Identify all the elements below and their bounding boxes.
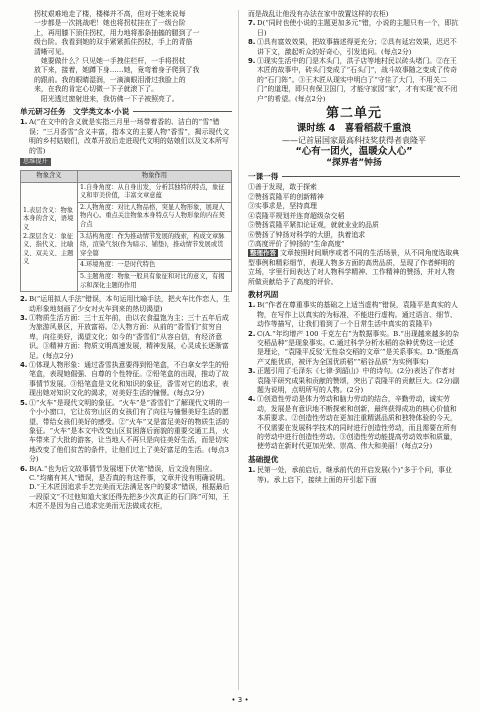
poem-line: 的跟前。我的眼睛湿润，一滴滴眼泪滑过我脸上的 — [34, 75, 186, 84]
section-heading — [20, 107, 232, 116]
answer-text: B(“运用拟人手法”错误，本句运用比喻手法，把火车比作恋人，生动形象地刻画了少女对火车到来的热切渴望) — [29, 295, 230, 313]
answer-text: ①“火车”是现代文明的象征。“火车”是“香雪们”了解现代文明的一个小小窗口，它让贫穷山区的女孩们有了向往与憧憬美好生活的愿望，带给女孩们美好的感受。②“火车”又是富足美好的物质生活的象征。“火车”是本文中改变山区贫困落后面貌的重要交通工具，火车带来了大批的游客，让当地人不再只是向往美好生活，而是切实地改变了他们贫苦的条件，让他们过上了美好富足的生活。(每点3分) — [29, 398, 230, 464]
answer-r3 — [248, 367, 460, 395]
section-heading — [248, 172, 460, 181]
answer-number: 1. — [248, 301, 256, 310]
answer-text: B(A.“也为后文故事情节发展埋下伏笔”错误，后文没有照应。C.“均痛有其人”错误，是否真的有这件事，文章并没有明确说明。D.“王木匠因追求手艺完美而无法满足客户的要求”错误，根据最后一段原文“不过他知道大家还得先把多少次真正的石门阵”可知，王木匠不是因为自己追求完美而无法做成衣柜， — [29, 464, 230, 511]
list-item: ③实事求是，坚持真理 — [248, 202, 317, 211]
answer-r5 — [248, 466, 460, 485]
section-title: 一课一得 — [248, 172, 279, 182]
left-column — [20, 10, 232, 512]
object-meaning-table — [20, 170, 232, 292]
answer-3 — [20, 314, 232, 361]
poem-line: 来，在我的肯定心切微一下子就滚下了。 — [34, 85, 159, 94]
answer-6 — [20, 465, 232, 512]
answer-number: 2. — [20, 295, 28, 304]
table-cell: 3.结构角度：作为推动情节发展的线索，构成文章脉络，渲染气氛(作为暗示、铺垫)，推动情节发展或贯穿全篇 — [78, 231, 232, 260]
poem-line: 清晰可见。 — [34, 47, 69, 56]
list-item: ⑦高度评价了钟扬的“生命高度” — [248, 239, 345, 248]
answer-4 — [20, 361, 232, 399]
table-cell: 5.主题角度：物象一般具有象征和对比的意义，有揭示和深化主题的作用 — [78, 272, 232, 292]
answer-text: ①具有富效效果，把故事描述得更充分；②具有延宕效果，迟迟不讲下文，激起听众的好奇心，引发追问。(每点2分) — [257, 38, 457, 56]
answer-number: 3. — [248, 367, 256, 376]
answer-text: C(A.“年均增产 100 千克左右”为数据事实。B.“出现越来越多的杂交稻品种”是现象事实。C.通过科学分析水稻的杂种优势这一论述是理论，“袁隆平反驳‘无性杂交稻的文章’”是关系事实。D.“既能高产又能优质，被评为全国优质稻”“稻谷品质”为实例事实) — [257, 329, 460, 366]
poem-line: 拐杖艰难地走了楼，楼梯并不高，但对于她来说每 — [34, 10, 186, 18]
answer-r1 — [248, 301, 460, 329]
answer-8 — [248, 38, 460, 57]
answer-r2 — [248, 330, 460, 368]
lesson-subtitle: ——记首届国家最高科技奖获得者袁隆平 — [282, 136, 426, 146]
answer-number: 8. — [248, 38, 256, 47]
answer-number: 7. — [248, 19, 256, 28]
page-number: • 3 • — [231, 696, 249, 704]
list-item: ②赞扬袁隆平的创新精神 — [248, 192, 324, 201]
summary-text: 文章按照时间顺序或者不同的生活场景，从不同角度选取典型事例和精彩细节，表现人物多方面的高贵品质，呈现了作者鲜明的立场，字里行间表达了对人物科学精神、工作精神的赞扬，并对人物所做贡献给予了高度的评价。 — [248, 249, 460, 286]
answer-text: ①物质生活方面：三十五年前，由以衣食温饱为主；三十五年后成为旅游风景区，开放富裕。②人物方面：从前的“香雪们”贫穷自卑，向往美好，渴望文化；如今的“香雪们”从容自信，有经济意识。③精神方面：物质文明高速发展，精神发展，心灵成长逐渐富足。(每点2分) — [29, 314, 229, 360]
answer-9 — [248, 57, 460, 104]
headline-1: “心有一团火，温暖众人心” — [295, 146, 413, 158]
table-header: 物象含义 — [21, 171, 78, 183]
section-title: 单元研习任务 文学类文本·小说 — [20, 107, 130, 117]
answer-1 — [20, 118, 232, 156]
table-header-row — [21, 171, 232, 183]
answer-r4 — [248, 395, 460, 451]
list-item: ④袁隆平规划并连育超级杂交稻 — [248, 211, 345, 220]
summary-tag: 整理作答 — [250, 249, 276, 258]
answer-text: ①现实生活中的门是木头门，洪子店等地村民以砖头堵门。②在王木匠的故事中，砖头门变成了“石头门”，战斗故事随之变成了传奇的“石门阵”。③王木匠从现实中明白了“守住了大门，不用关二门”的道理，即只有保卫国门，才能守家园“家”，才有实现“夜不闭户”的希望。(每点2分) — [257, 57, 458, 103]
poem-excerpt — [20, 10, 232, 104]
continued-text: 而是战乱让他没有办法在家中放置这样的衣柜) — [248, 10, 389, 18]
answer-number: 4. — [20, 361, 28, 370]
answer-text: 民第一处，承前启后，继承前代的开启发展(个)“多于个问，事业等)。承上启下，接续上面的开引起下面 — [257, 466, 452, 484]
answer-text: B(“作者在尊重事实的基础之上适当虚构”错误，袁隆平是真实的人物，在写作上以真实的为标准，不能进行虚构。通过语言、细节、动作等描写，让我们看到了一个日常生活中真实的袁隆平) — [257, 301, 458, 329]
answer-text: ①体现人物形象：通过香雪执意要得到铅笔盒，不白拿女学生的铅笔盒，表现她倔强、自尊的个性特征。②铅笔盒的出现，推动了故事情节发展。③铅笔盒是文化和知识的象征，香雪对它的追求，表现出她对知识文化的渴求，对美好生活的憧憬。(每点2分) — [29, 361, 229, 398]
section-rule — [133, 111, 232, 112]
table-cell: 4.环境角度：一是时代特色 — [78, 260, 232, 272]
table-cell-left: 1.表层含义：物象本身的含义，语境义 2.深层含义：象征义、指代义、比喻义、双关义、主题义 — [21, 182, 78, 292]
poem-line: 放下来，接着，她蹲下身……她，竟弯着身子爬到了我 — [34, 66, 200, 75]
answer-text: A(“在文中的含义就是实指三月里一场带着香的、洁白的”雪”错误；“三月香雪”含义丰富，指本文的主要人物“香雪”，揭示现代文明的乡村姑娘们，改革开放后走进现代文明的姑娘们以及文本所写的雪) — [29, 118, 230, 155]
poem-line: 级台阶。我看到她的双手紧紧抓住拐杖，手上的青筋 — [34, 38, 193, 47]
summary-paragraph — [248, 249, 460, 287]
table-cell: 2.人物角度：对比人物品格，突显人物形象，展现人物内心。重点关注物象本身特点与人物形象的内在契合点 — [78, 202, 232, 231]
answer-text: ①创造性劳动是体力劳动和脑力劳动的结合，辛勤劳动，诚实劳动，发展是有意识地不断探索和创新，最终获得成功的核心价值和本质要求。②创造性劳动在更加注重精湛品质和独特体验的今天，不仅需要在发展科学技术的同时进行创造性劳动，而且需要在所有的劳动中进行创造性劳动。③创造性劳动能提高劳动效率和质量，使劳动在新时代更加光荣、崇高、伟大和美丽！(每点2分) — [257, 395, 457, 451]
table-cell: 1.自身角度：从自身出发，分析其独特的特点，象征义和审美价值，丰富文章意蕴 — [78, 182, 232, 202]
unit-title: 第二单元 — [325, 106, 382, 122]
answer-number: 2. — [248, 329, 256, 338]
answer-number: 1. — [248, 466, 256, 475]
section-heading — [248, 290, 460, 299]
poem-line: 一步都是一次挑战吧！她也将拐杖挂在了一级台阶 — [34, 19, 186, 28]
headline-2: “探界者”钟扬 — [326, 158, 382, 169]
right-column — [248, 10, 460, 485]
poem-line: 上，再用膝下顶住拐杖，用力地将那条抽搐的腿到了一 — [34, 28, 200, 37]
answer-number: 4. — [248, 395, 256, 404]
answer-number: 6. — [20, 464, 28, 473]
section-heading — [248, 455, 460, 464]
answer-number: 9. — [248, 57, 256, 66]
answer-2 — [20, 295, 232, 314]
list-item: ⑥赞扬了钟扬对科学的大胆，执着追求 — [248, 230, 366, 239]
section-title: 教材巩固 — [248, 289, 279, 299]
table-row — [21, 182, 232, 202]
answer-7 — [248, 19, 460, 38]
column-divider — [238, 10, 239, 690]
answer-5 — [20, 399, 232, 465]
list-item: ⑤赞扬袁隆平紧扣论证观，就就业业的品质 — [248, 221, 379, 230]
poem-line: 她要做什么？只见她一手拽住栏杆，一手将拐杖 — [34, 57, 186, 66]
answer-number: 5. — [20, 398, 28, 407]
section-rule — [282, 176, 460, 177]
answer-text: 正题引用了毛泽东《七律·到韶山》中的诗句。(2分)表达了作者对袁隆平研究成果和贡献的赞颂，突出了袁隆平的贡献巨大。(2分)副题为说明，点明所写的人物。(2分) — [257, 367, 460, 394]
section-title: 基础提优 — [248, 454, 279, 464]
tip-badge: 思维提升 — [20, 158, 51, 166]
answer-number: 3. — [20, 314, 28, 323]
answer-text: D(“同时也使小说的主题更加多元”错，小说的主题只有一个，即抗日) — [257, 19, 459, 37]
lesson-title: 课时练 4 喜看稻菽千重浪 — [296, 123, 412, 135]
table-header: 物象作用 — [78, 171, 232, 183]
poem-line: 阳光透过窗射进来，我仿佛一下子被照亮了。 — [34, 94, 179, 103]
answer-number: 1. — [20, 118, 28, 127]
list-item: ①善于发现，敢于探索 — [248, 183, 317, 192]
